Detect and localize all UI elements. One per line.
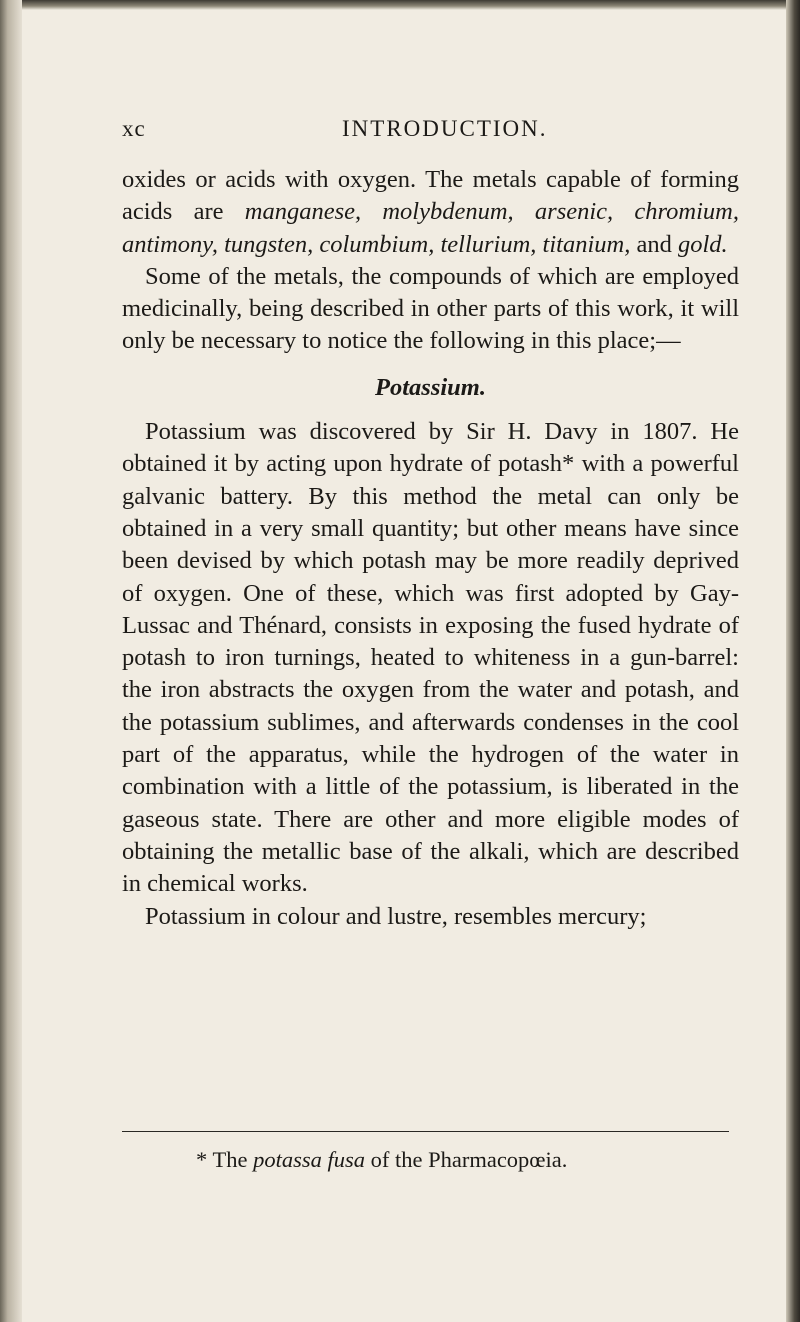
page-top-edge — [0, 0, 800, 10]
paragraph-medicinal-metals: Some of the metals, the compounds of which are employed medicinally, being described in other parts of this work, it will only be necessary to notice the following in this place;— — [122, 262, 739, 355]
paragraph-metals-acids — [122, 164, 739, 261]
gold-word: gold. — [677, 230, 728, 258]
section-heading-potassium: Potassium. — [375, 373, 486, 401]
footnote-text: The — [207, 1147, 254, 1172]
paragraph-text: oxides or acids with oxygen. The metals capable of forming acids are — [122, 166, 739, 226]
paragraph-potassium-discovery: Potassium was discovered by Sir H. Davy in 1807. He obtained it by acting upon hydrate of potash* with a powerful galvanic battery. By this method the metal can only be obtained in a very small quantity; but other means have since been devised by which potash may be more readily deprived of oxygen. One of these, which was first adopted by Gay-Lussac and Thénard, consists in exposing the fused hydrate of potash to iron turnings, heated to whiteness in a gun-barrel: the iron abstracts the oxygen from the water and potash, and the potassium sublimes, and afterwards condenses in the cool part of the apparatus, while the hydrogen of the water in combination with a little of the potassium, is liberated in the gaseous state. There are other and more eligible modes of obtaining the metallic base of the alkali, which are described in chemical works. — [122, 418, 739, 898]
footnote-rule — [122, 1131, 729, 1132]
book-binding-gutter — [0, 0, 22, 1322]
footnote-text: of the Pharmacopœia. — [364, 1147, 568, 1172]
metals-list: manganese, molybdenum, arsenic, chromium, antimony, tungsten, columbium, tellurium, titanium, — [122, 198, 739, 258]
running-title: INTRODUCTION. — [342, 116, 548, 141]
footnote-marker: * — [196, 1147, 208, 1172]
paragraph-potassium-properties: Potassium in colour and lustre, resembles mercury; — [145, 902, 647, 930]
body-text — [122, 164, 739, 933]
page-header — [122, 116, 732, 146]
page-right-edge — [786, 0, 800, 1322]
paragraph-text: and — [630, 230, 678, 258]
footnote-italic: potassa fusa — [253, 1147, 365, 1172]
footnote — [196, 1147, 567, 1173]
page-number: xc — [122, 116, 146, 141]
